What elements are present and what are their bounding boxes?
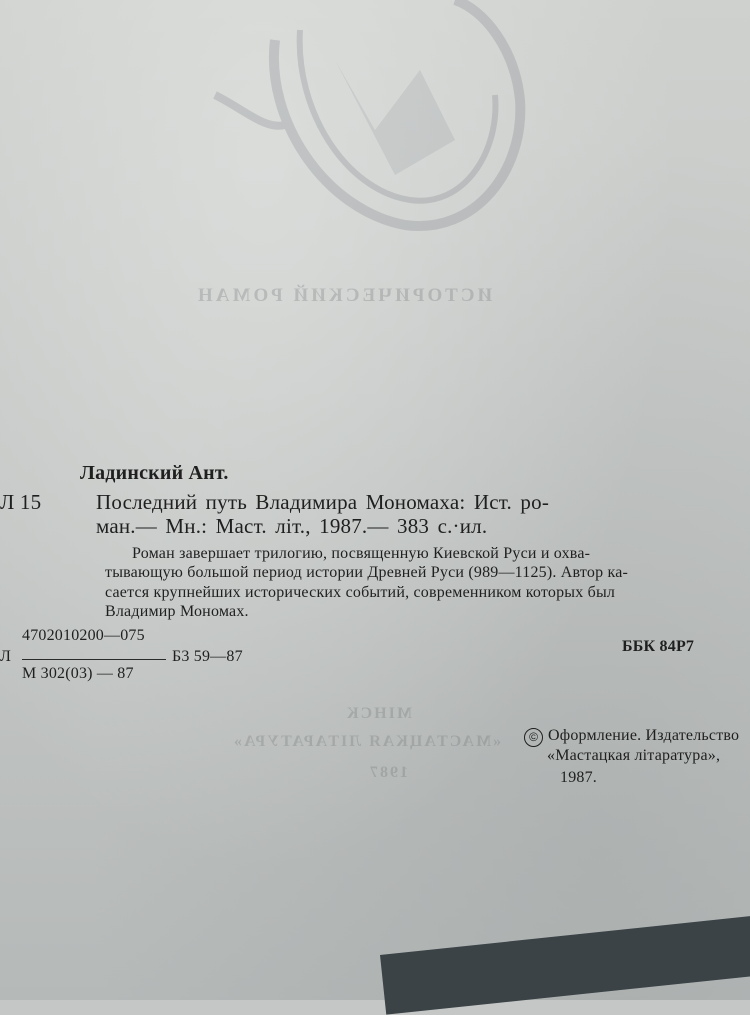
bleed-through-genre: ИСТОРИЧЕСКИЙ РОМАН xyxy=(195,285,493,306)
fraction-rule xyxy=(22,659,166,660)
title-line-1: Последний путь Владимира Мономаха: Ист. ро- xyxy=(96,490,550,514)
bleed-through-year: 1987 xyxy=(368,764,408,781)
isbn-code: 4702010200—075 xyxy=(22,627,145,644)
author-name: Ладинский Ант. xyxy=(80,462,229,484)
copyright-line-3: 1987. xyxy=(560,769,597,786)
bleed-through-publisher: «МАСТАЦКАЯ ЛІТАРАТУРА» xyxy=(232,733,502,750)
bbk-code: ББК 84Р7 xyxy=(622,638,695,655)
annotation-line-2: тывающую большой период истории Древней Руси (989—1125). Автор ка- xyxy=(105,564,629,581)
m-code: М 302(03) — 87 xyxy=(22,665,134,682)
title-line-2: ман.— Мн.: Маст. літ., 1987.— 383 с.·ил. xyxy=(96,514,488,538)
library-index-code: Л 15 xyxy=(0,490,42,514)
annotation-line-1: Роман завершает трилогию, посвященную Киевской Руси и охва- xyxy=(132,545,591,562)
annotation-line-4: Владимир Мономах. xyxy=(105,603,249,620)
bleed-through-city: МІНСК xyxy=(345,705,412,722)
code-letter: Л xyxy=(0,648,12,665)
b3-code: Б3 59—87 xyxy=(172,648,243,665)
copyright-line-2: «Мастацкая літаратура», xyxy=(547,747,721,764)
annotation-line-3: сается крупнейших исторических событий, современником которых был xyxy=(105,584,616,601)
copyright-line-1: Оформление. Издательство xyxy=(548,727,740,744)
bleed-through-emblem xyxy=(205,0,545,240)
copyright-icon: © xyxy=(524,728,543,747)
